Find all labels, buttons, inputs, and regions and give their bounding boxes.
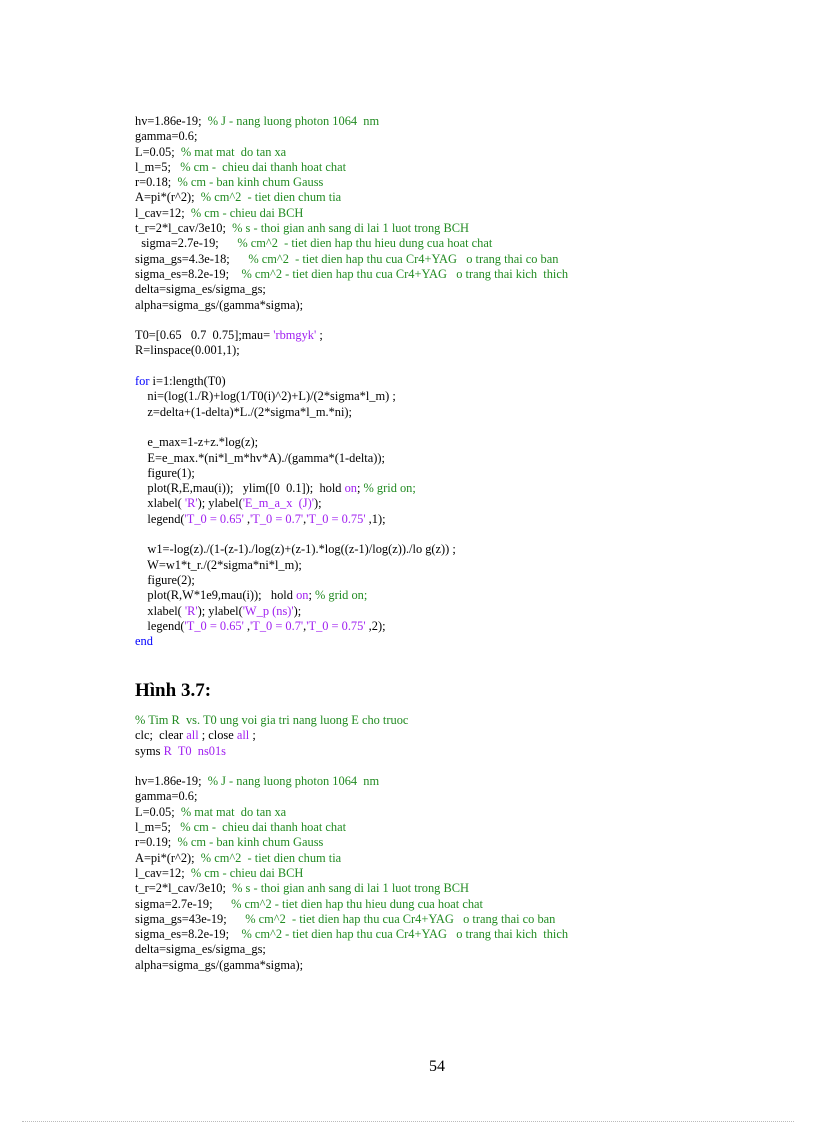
code-text: clc; clear <box>135 728 187 743</box>
code-text: R=linspace(0.001,1); <box>135 343 240 358</box>
code-string: on <box>296 588 309 603</box>
code-line <box>135 851 568 866</box>
code-line <box>135 267 568 282</box>
code-line <box>135 881 568 896</box>
code-listing-2 <box>135 713 568 973</box>
code-text: plot(R,E,mau(i)); ylim([0 0.1]); hold <box>135 481 345 496</box>
blank-line <box>135 527 568 542</box>
code-line <box>135 634 568 649</box>
code-line <box>135 481 568 496</box>
code-text: ); <box>313 496 322 511</box>
code-line <box>135 252 568 267</box>
code-line <box>135 343 568 358</box>
code-line <box>135 466 568 481</box>
code-text: ; <box>356 481 364 496</box>
code-text: sigma_es=8.2e-19; <box>135 266 242 281</box>
code-text: sigma_gs=4.3e-18; <box>135 251 249 266</box>
code-line <box>135 175 568 190</box>
blank-line <box>135 359 568 374</box>
code-text: alpha=sigma_gs/(gamma*sigma); <box>135 297 304 312</box>
code-line <box>135 897 568 912</box>
code-line <box>135 298 568 313</box>
code-comment: % grid on; <box>363 481 416 496</box>
code-comment: % cm - chieu dai thanh hoat chat <box>180 159 347 174</box>
code-line <box>135 282 568 297</box>
code-comment: % J - nang luong photon 1064 nm <box>207 774 380 789</box>
code-line <box>135 789 568 804</box>
code-string: all <box>236 728 250 743</box>
code-string: 'T_0 = 0.7' <box>250 618 304 633</box>
code-line <box>135 728 568 743</box>
code-line <box>135 389 568 404</box>
code-text: A=pi*(r^2); <box>135 850 201 865</box>
code-string: 'T_0 = 0.75' <box>306 618 366 633</box>
code-comment: % Tim R vs. T0 ung voi gia tri nang luong E cho truoc <box>135 713 409 727</box>
code-comment: % cm - ban kinh chum Gauss <box>177 175 324 190</box>
code-text: ,2); <box>365 618 386 633</box>
code-text: hv=1.86e-19; <box>135 114 208 128</box>
code-line <box>135 221 568 236</box>
code-comment: % cm - chieu dai thanh hoat chat <box>180 820 347 835</box>
code-text: , <box>243 511 251 526</box>
code-line <box>135 619 568 634</box>
code-line <box>135 820 568 835</box>
code-comment: % grid on; <box>315 588 368 603</box>
code-line <box>135 129 568 144</box>
code-text: figure(1); <box>135 465 195 480</box>
code-text: t_r=2*l_cav/3e10; <box>135 221 233 236</box>
code-line <box>135 114 568 129</box>
code-string: all <box>186 728 199 743</box>
code-text: L=0.05; <box>135 144 181 159</box>
code-text: r=0.19; <box>135 835 178 850</box>
code-line <box>135 145 568 160</box>
code-comment: % mat mat do tan xa <box>180 144 287 159</box>
code-line <box>135 942 568 957</box>
code-text: W=w1*t_r./(2*sigma*ni*l_m); <box>135 557 302 572</box>
code-line <box>135 435 568 450</box>
code-text: sigma=2.7e-19; <box>135 236 238 251</box>
code-text: ,1); <box>365 511 386 526</box>
code-line <box>135 512 568 527</box>
code-text: legend( <box>135 511 185 526</box>
code-line <box>135 451 568 466</box>
code-line <box>135 713 568 728</box>
code-text: A=pi*(r^2); <box>135 190 201 205</box>
code-comment: % cm^2 - tiet dien hap thu cua Cr4+YAG o trang thai co ban <box>248 251 559 266</box>
code-comment: % cm^2 - tiet dien hap thu cua Cr4+YAG o trang thai kich thich <box>241 927 569 942</box>
code-comment: % mat mat do tan xa <box>180 804 287 819</box>
code-text: i=1:length(T0) <box>152 374 226 389</box>
code-text: , <box>243 618 251 633</box>
code-keyword: for <box>135 374 153 389</box>
code-text: l_m=5; <box>135 159 181 174</box>
code-text: xlabel( <box>135 496 185 511</box>
code-text: ; <box>316 328 323 343</box>
code-text: syms <box>135 743 164 758</box>
code-text: delta=sigma_es/sigma_gs; <box>135 942 266 957</box>
code-comment: % s - thoi gian anh sang di lai 1 luot trong BCH <box>232 881 469 896</box>
code-text: ni=(log(1./R)+log(1/T0(i)^2)+L)/(2*sigma*l_m) ; <box>135 389 396 404</box>
code-comment: % cm - chieu dai BCH <box>190 865 304 880</box>
code-line <box>135 958 568 973</box>
code-comment: % J - nang luong photon 1064 nm <box>207 114 380 128</box>
code-line <box>135 805 568 820</box>
code-text: , <box>303 618 307 633</box>
blank-line <box>135 313 568 328</box>
code-text: alpha=sigma_gs/(gamma*sigma); <box>135 957 304 972</box>
code-text: E=e_max.*(ni*l_m*hv*A)./(gamma*(1-delta)); <box>135 450 385 465</box>
code-string: 'R' <box>184 603 198 618</box>
code-line <box>135 604 568 619</box>
code-text: gamma=0.6; <box>135 129 198 144</box>
code-string: 'T_0 = 0.65' <box>184 511 244 526</box>
code-line <box>135 866 568 881</box>
code-line <box>135 835 568 850</box>
code-line <box>135 573 568 588</box>
code-text: plot(R,W*1e9,mau(i)); hold <box>135 588 297 603</box>
blank-line <box>135 759 568 774</box>
code-text: sigma_es=8.2e-19; <box>135 927 242 942</box>
code-text: ); ylabel( <box>197 496 243 511</box>
code-text: figure(2); <box>135 572 195 587</box>
code-text: L=0.05; <box>135 804 181 819</box>
code-comment: % s - thoi gian anh sang di lai 1 luot trong BCH <box>232 221 469 236</box>
code-text: gamma=0.6; <box>135 789 198 804</box>
code-comment: % cm^2 - tiet dien chum tia <box>200 190 342 205</box>
code-comment: % cm - ban kinh chum Gauss <box>177 835 324 850</box>
code-string: 'T_0 = 0.75' <box>306 511 366 526</box>
code-text: legend( <box>135 618 185 633</box>
code-line <box>135 588 568 603</box>
code-string: R T0 ns01s <box>163 743 227 758</box>
code-line <box>135 744 568 759</box>
code-line <box>135 405 568 420</box>
code-string: 'R' <box>184 496 198 511</box>
code-string: 'W_p (ns)' <box>242 603 294 618</box>
code-comment: % cm^2 - tiet dien hap thu cua Cr4+YAG o trang thai kich thich <box>241 266 569 281</box>
code-text: T0=[0.65 0.7 0.75];mau= <box>135 328 274 343</box>
code-line <box>135 496 568 511</box>
code-keyword: end <box>135 634 153 649</box>
code-text: xlabel( <box>135 603 185 618</box>
code-text: sigma=2.7e-19; <box>135 896 232 911</box>
code-string: 'E_m_a_x (J)' <box>242 496 314 511</box>
code-line <box>135 927 568 942</box>
code-text: w1=-log(z)./(1-(z-1)./log(z)+(z-1).*log((z-1)/log(z))./lo g(z)) ; <box>135 542 456 557</box>
code-listing-1 <box>135 114 568 649</box>
code-string: 'rbmgyk' <box>273 328 317 343</box>
code-comment: % cm^2 - tiet dien chum tia <box>200 850 342 865</box>
code-text: sigma_gs=43e-19; <box>135 911 246 926</box>
code-text: , <box>303 511 307 526</box>
code-line <box>135 374 568 389</box>
code-text: hv=1.86e-19; <box>135 774 208 789</box>
code-line <box>135 328 568 343</box>
page-divider <box>22 1121 794 1122</box>
figure-heading: Hình 3.7: <box>135 680 212 701</box>
code-line <box>135 236 568 251</box>
blank-line <box>135 420 568 435</box>
code-text: delta=sigma_es/sigma_gs; <box>135 282 266 297</box>
code-text: ); <box>293 603 302 618</box>
code-comment: % cm^2 - tiet dien hap thu cua Cr4+YAG o trang thai co ban <box>245 911 556 926</box>
code-text: l_cav=12; <box>135 865 191 880</box>
code-line <box>135 160 568 175</box>
code-text: ; close <box>198 728 237 743</box>
code-text: ); ylabel( <box>197 603 243 618</box>
code-comment: % cm - chieu dai BCH <box>190 205 304 220</box>
code-text: z=delta+(1-delta)*L./(2*sigma*l_m.*ni); <box>135 404 352 419</box>
code-text: l_cav=12; <box>135 205 191 220</box>
code-line <box>135 558 568 573</box>
code-text: ; <box>308 588 315 603</box>
code-line <box>135 206 568 221</box>
page-number: 54 <box>429 1058 445 1075</box>
code-comment: % cm^2 - tiet dien hap thu hieu dung cua hoat chat <box>237 236 493 251</box>
code-line <box>135 190 568 205</box>
code-comment: % cm^2 - tiet dien hap thu hieu dung cua hoat chat <box>231 896 483 911</box>
code-string: on <box>344 481 357 496</box>
code-string: 'T_0 = 0.7' <box>250 511 304 526</box>
code-line <box>135 774 568 789</box>
code-text: ; <box>249 728 256 743</box>
code-string: 'T_0 = 0.65' <box>184 618 244 633</box>
code-text: r=0.18; <box>135 175 178 190</box>
code-text: l_m=5; <box>135 820 181 835</box>
code-line <box>135 542 568 557</box>
code-text: e_max=1-z+z.*log(z); <box>135 435 259 450</box>
code-text: t_r=2*l_cav/3e10; <box>135 881 233 896</box>
code-line <box>135 912 568 927</box>
